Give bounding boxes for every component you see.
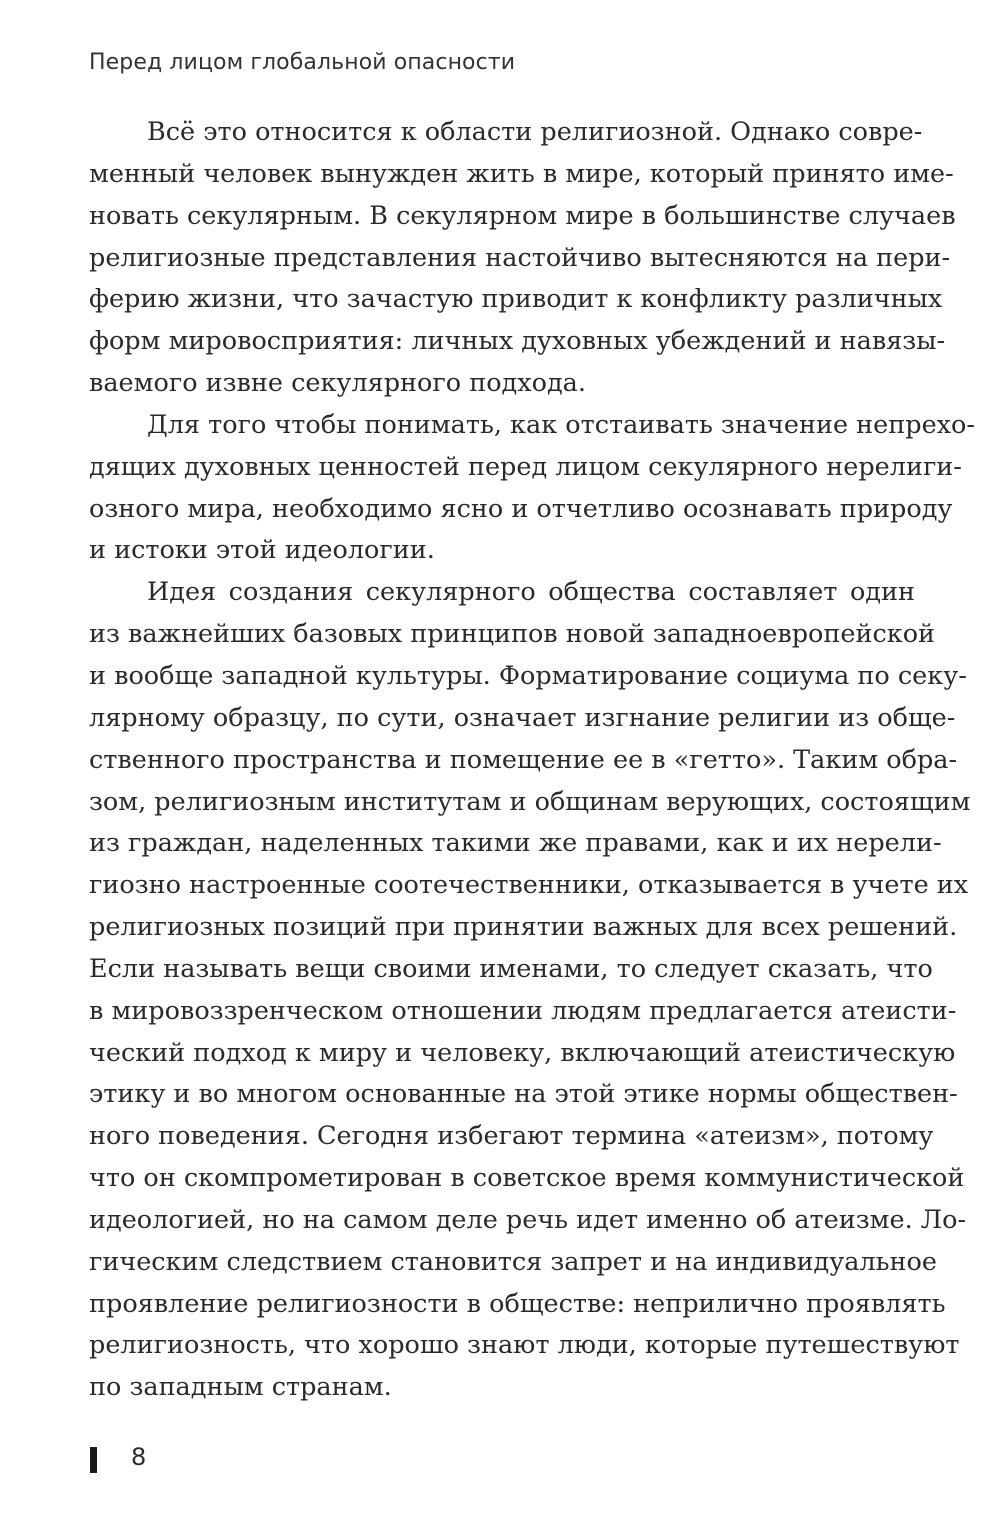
running-head-title: Перед лицом глобальной опасности bbox=[89, 50, 516, 75]
paragraph-1 bbox=[89, 112, 956, 405]
text-line: этику и во многом основанные на этой этике нормы обществен- bbox=[89, 1079, 958, 1110]
text-line: Идея создания секулярного общества составляет один bbox=[147, 577, 915, 608]
text-line: ваемого извне секулярного подхода. bbox=[89, 368, 586, 399]
text-line: идеологией, но на самом деле речь идет именно об атеизме. Ло- bbox=[89, 1204, 967, 1235]
body-text bbox=[89, 112, 976, 1409]
text-line: новать секулярным. В секулярном мире в большинстве случаев bbox=[89, 200, 956, 231]
text-line: дящих духовных ценностей перед лицом секулярного нерелиги- bbox=[89, 451, 962, 482]
text-line: религиозных позиций при принятии важных для всех решений. bbox=[89, 912, 958, 943]
text-line: лярному образцу, по сути, означает изгнание религии из обще- bbox=[89, 702, 956, 733]
text-line: Всё это относится к области религиозной. Однако совре- bbox=[147, 117, 923, 147]
page-number: 8 bbox=[131, 1443, 147, 1471]
text-line: в мировоззренческом отношении людям предлагается атеисти- bbox=[89, 995, 957, 1026]
text-line: по западным странам. bbox=[89, 1372, 392, 1403]
page-marker-bar bbox=[90, 1447, 97, 1473]
text-line: ческий подход к миру и человеку, включающий атеистическую bbox=[89, 1037, 956, 1068]
text-line: из важнейших базовых принципов новой западноевропейской bbox=[89, 619, 936, 650]
text-line: из граждан, наделенных такими же правами, как и их нерели- bbox=[89, 828, 942, 859]
text-line: проявление религиозности в обществе: неприлично проявлять bbox=[89, 1288, 946, 1319]
text-line: ферию жизни, что зачастую приводит к конфликту различных bbox=[89, 284, 943, 315]
text-line: религиозные представления настойчиво вытесняются на пери- bbox=[89, 242, 951, 273]
paragraph-2 bbox=[89, 405, 976, 572]
text-line: зом, религиозным институтам и общинам верующих, состоящим bbox=[89, 786, 971, 817]
text-line: что он скомпрометирован в советское время коммунистической bbox=[89, 1163, 965, 1194]
text-line: озного мира, необходимо ясно и отчетливо осознавать природу bbox=[89, 493, 953, 524]
text-line: форм мировосприятия: личных духовных убеждений и навязы- bbox=[89, 326, 946, 357]
text-line: Если называть вещи своими именами, то следует сказать, что bbox=[89, 953, 933, 984]
text-line: менный человек вынужден жить в мире, который принято име- bbox=[89, 158, 954, 189]
text-line: гиозно настроенные соотечественники, отказывается в учете их bbox=[89, 870, 969, 901]
text-line: ственного пространства и помещение ее в «гетто». Таким обра- bbox=[89, 744, 958, 775]
text-line: религиозность, что хорошо знают люди, которые путешествуют bbox=[89, 1330, 960, 1361]
text-line: и вообще западной культуры. Форматирование социума по секу- bbox=[89, 660, 967, 691]
text-line: ного поведения. Сегодня избегают термина «атеизм», потому bbox=[89, 1121, 934, 1152]
paragraph-3 bbox=[89, 572, 971, 1409]
text-line: Для того чтобы понимать, как отстаивать значение непрехо- bbox=[147, 409, 976, 440]
text-line: и истоки этой идеологии. bbox=[89, 535, 435, 566]
text-line: гическим следствием становится запрет и на индивидуальное bbox=[89, 1246, 937, 1277]
